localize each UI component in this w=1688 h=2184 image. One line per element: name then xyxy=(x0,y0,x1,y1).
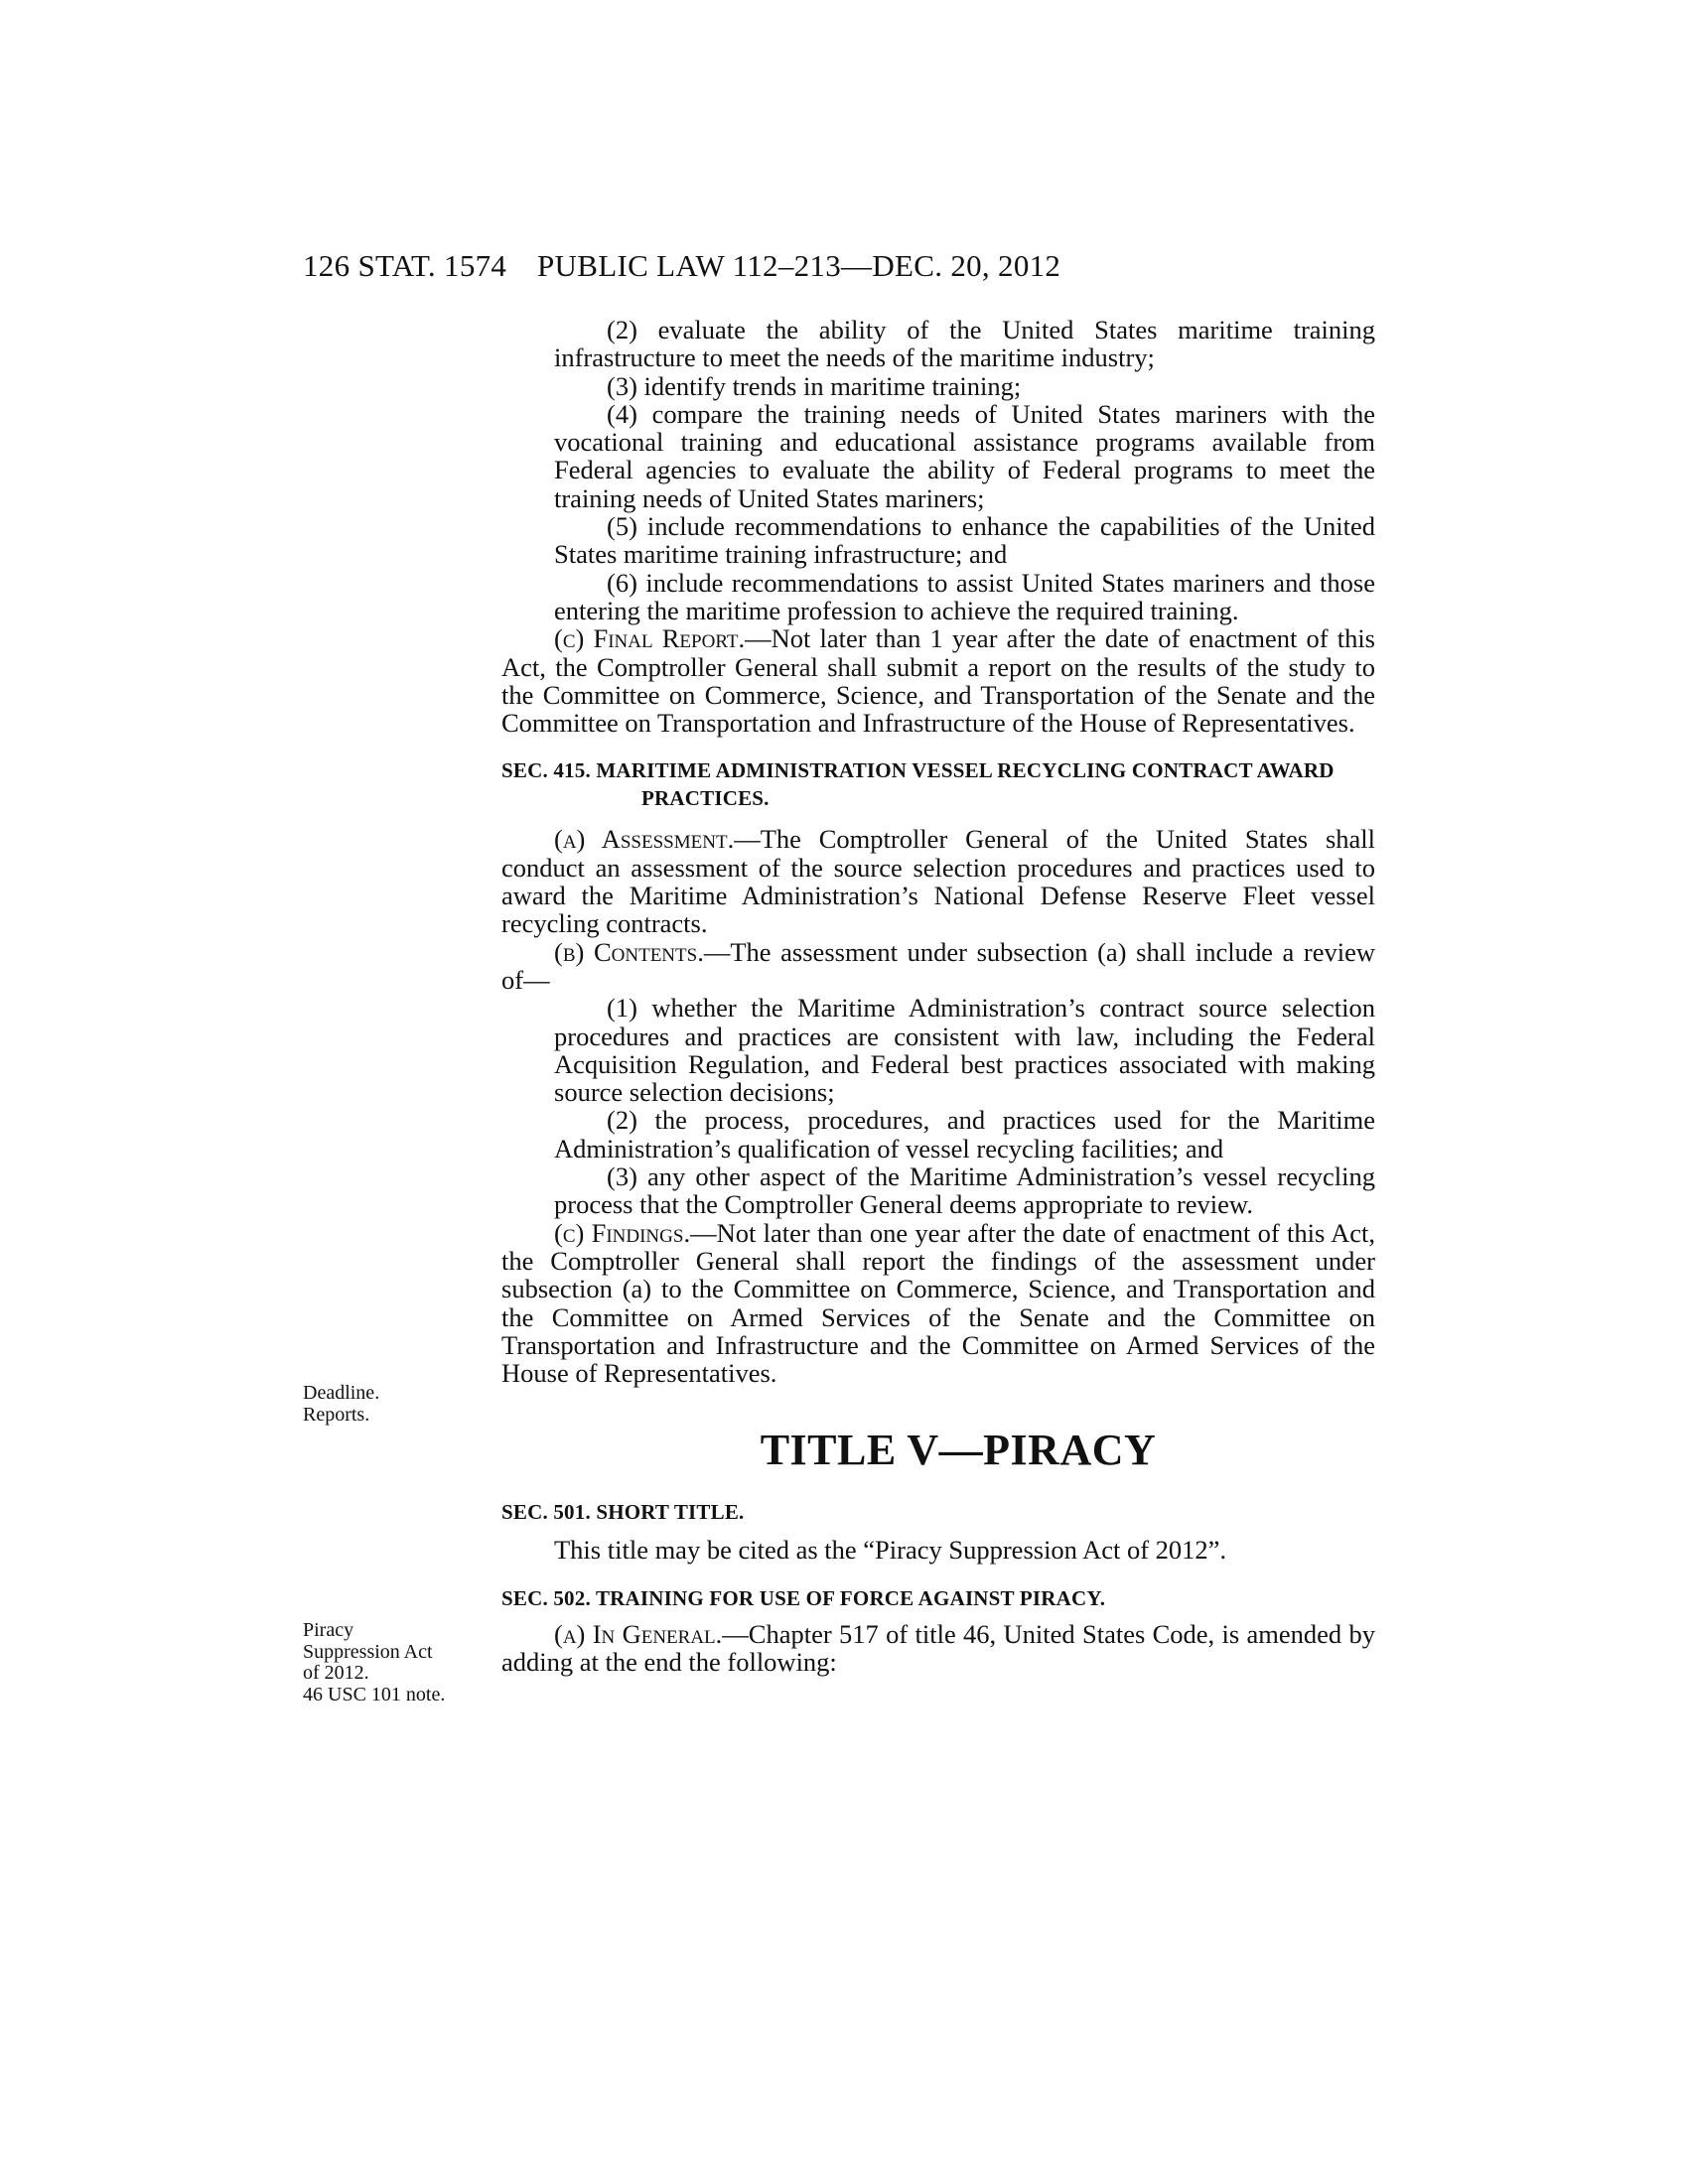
in-general-text: —Chapter 517 of title 46, United States Code, is amended by adding at the end the following: xyxy=(501,1618,1376,1677)
contents-text: —The assessment under subsection (a) shall include a review of— xyxy=(501,936,1376,995)
study-item-4: (4) compare the training needs of United States mariners with the vocational training and educational assistance programs available from Federal agencies to evaluate the ability of Federal programs to meet the training needs of United States mariners; xyxy=(554,398,1375,513)
study-item-5: (5) include recommendations to enhance the capabilities of the United States maritime training infrastructure; and xyxy=(554,511,1375,570)
section-501-text: This title may be cited as the “Piracy Suppression Act of 2012”. xyxy=(554,1535,1227,1566)
margin-note-deadline-line1: Deadline. xyxy=(303,1382,380,1404)
section-502-heading: SEC. 502. TRAINING FOR USE OF FORCE AGAINST PIRACY. xyxy=(501,1585,1106,1610)
margin-note-deadline-line2: Reports. xyxy=(303,1403,370,1426)
margin-note-piracy-line3: of 2012. xyxy=(303,1662,369,1684)
findings-label: (c) Findings. xyxy=(554,1217,691,1248)
margin-note-piracy-line1: Piracy xyxy=(303,1619,354,1641)
contents-label: (b) Contents. xyxy=(554,936,704,967)
findings-text: —Not later than one year after the date of enactment of this Act, the Comptroller General shall report the findings of the assessment under subsection (a) to the Committee on Commerce, Science, and Transportation and the Committee on Armed Services of the Senate and the Committee on Transportation and Infrastructure and the Committee on Armed Services of the House of Representatives. xyxy=(501,1217,1375,1389)
review-item-2: (2) the process, procedures, and practices used for the Maritime Administration’s qualification of vessel recycling facilities; and xyxy=(554,1105,1375,1163)
margin-note-piracy-line4: 46 USC 101 note. xyxy=(303,1683,446,1706)
section-415-heading: SEC. 415. MARITIME ADMINISTRATION VESSEL RECYCLING CONTRACT AWARD PRACTICES. xyxy=(501,758,1335,811)
final-report-paragraph xyxy=(501,624,1375,737)
section-501-heading: SEC. 501. SHORT TITLE. xyxy=(501,1500,745,1525)
margin-note-piracy xyxy=(303,1620,482,1706)
findings-paragraph xyxy=(501,1219,1375,1388)
in-general-label: (a) In General. xyxy=(554,1618,723,1649)
public-law-reference: PUBLIC LAW 112–213—DEC. 20, 2012 xyxy=(537,248,1061,283)
assessment-text: —The Comptroller General of the United States shall conduct an assessment of the source selection procedures and practices used to award the Maritime Administration’s National Defense Reserve Fleet vessel recycling contracts. xyxy=(501,824,1375,939)
in-general-paragraph xyxy=(501,1620,1375,1677)
assessment-paragraph xyxy=(501,825,1375,937)
study-item-2: (2) evaluate the ability of the United States maritime training infrastructure to meet the needs of the maritime industry; xyxy=(554,315,1375,373)
final-report-label: (c) Final Report. xyxy=(554,623,746,654)
contents-paragraph xyxy=(501,938,1375,995)
margin-note-piracy-line2: Suppression Act xyxy=(303,1640,433,1663)
final-report-text: —Not later than 1 year after the date of enactment of this Act, the Comptroller General shall submit a report on the results of the study to the Committee on Commerce, Science, and Transportation of the Senate and the Committee on Transportation and Infrastructure of the House of Representatives. xyxy=(501,623,1375,739)
assessment-label: (a) Assessment. xyxy=(554,824,735,855)
study-item-6: (6) include recommendations to assist United States mariners and those entering the maritime profession to achieve the required training. xyxy=(554,567,1375,625)
review-item-3: (3) any other aspect of the Maritime Administration’s vessel recycling process that the Comptroller General deems appropriate to review. xyxy=(554,1161,1375,1220)
margin-note-deadline xyxy=(303,1383,482,1426)
review-item-1: (1) whether the Maritime Administration’s contract source selection procedures and practices are consistent with law, including the Federal Acquisition Regulation, and Federal best practices associated with making source selection decisions; xyxy=(554,993,1375,1108)
study-item-3: (3) identify trends in maritime training; xyxy=(607,370,1022,401)
body-text xyxy=(501,316,1375,1676)
stat-reference: 126 STAT. 1574 xyxy=(303,248,507,283)
title-v-heading: TITLE V—PIRACY xyxy=(760,1426,1157,1475)
